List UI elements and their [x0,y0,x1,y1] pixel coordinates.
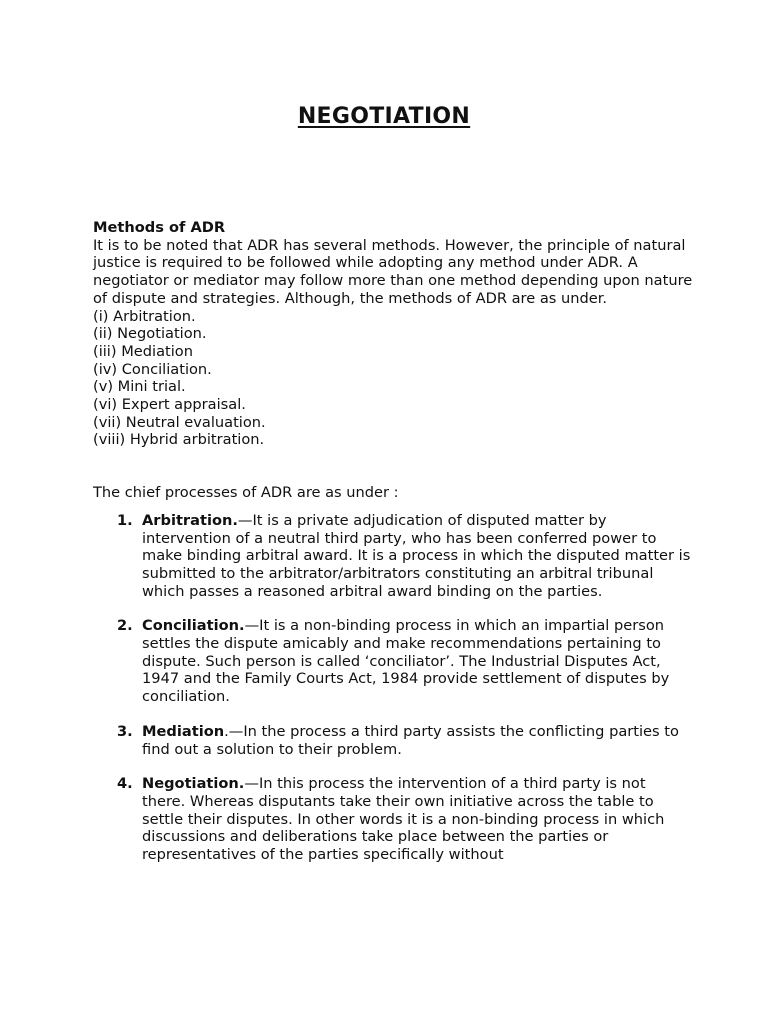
methods-list-item: (ii) Negotiation. [93,325,207,343]
process-description: .—In the process a third party assists the conflicting parties to find out a solution to their problem. [142,722,679,758]
process-item-arbitration [93,512,693,601]
process-term: Negotiation. [142,775,245,793]
section-heading-methods: Methods of ADR [93,219,226,236]
process-number: 3. [117,722,133,740]
process-item-conciliation [93,617,693,706]
process-item-negotiation [93,775,693,864]
methods-list-item: (iv) Conciliation. [93,360,212,378]
process-term: Conciliation. [142,617,245,635]
processes-intro: The chief processes of ADR are as under : [93,484,399,502]
process-number: 2. [117,617,133,635]
methods-list [93,308,693,450]
process-description: —In this process the intervention of a third party is not there. Whereas disputants take their own initiative across the table to settle their disputes. In other words it is a non-binding process in which discussions and deliberations take place between the parties or representatives of the parties specifically without [142,775,665,864]
document-body [93,219,693,881]
process-number: 4. [117,775,133,793]
process-description: —It is a private adjudication of disputed matter by intervention of a neutral third party, who has been conferred power to make binding arbitral award. It is a process in which the disputed matter is submitted to the arbitrator/arbitrators constituting an arbitral tribunal which passes a reasoned arbitral award binding on the parties. [142,511,691,600]
methods-list-item: (i) Arbitration. [93,307,196,325]
section-spacer [93,449,693,484]
methods-list-item: (viii) Hybrid arbitration. [93,431,265,449]
process-term: Arbitration. [142,511,238,529]
methods-list-item: (vi) Expert appraisal. [93,396,246,414]
processes-list [93,512,693,864]
methods-list-item: (vii) Neutral evaluation. [93,413,266,431]
page-title: NEGOTIATION [297,104,471,129]
process-number: 1. [117,511,133,529]
methods-list-item: (iii) Mediation [93,342,193,360]
methods-intro-paragraph: It is to be noted that ADR has several methods. However, the principle of natural justice is required to be followed while adopting any method under ADR. A negotiator or mediator may follow more than one method depending upon nature of dispute and strategies. Although, the methods of ADR are as under. [93,236,693,307]
methods-list-item: (v) Mini trial. [93,378,186,396]
process-term: Mediation [142,722,225,740]
process-description: —It is a non-binding process in which an impartial person settles the dispute amicably and make recommendations pertaining to dispute. Such person is called ‘conciliator’. The Industrial Disputes Act, 1947 and the Family Courts Act, 1984 provide settlement of disputes by conciliation. [142,617,670,706]
process-item-mediation [93,723,693,758]
